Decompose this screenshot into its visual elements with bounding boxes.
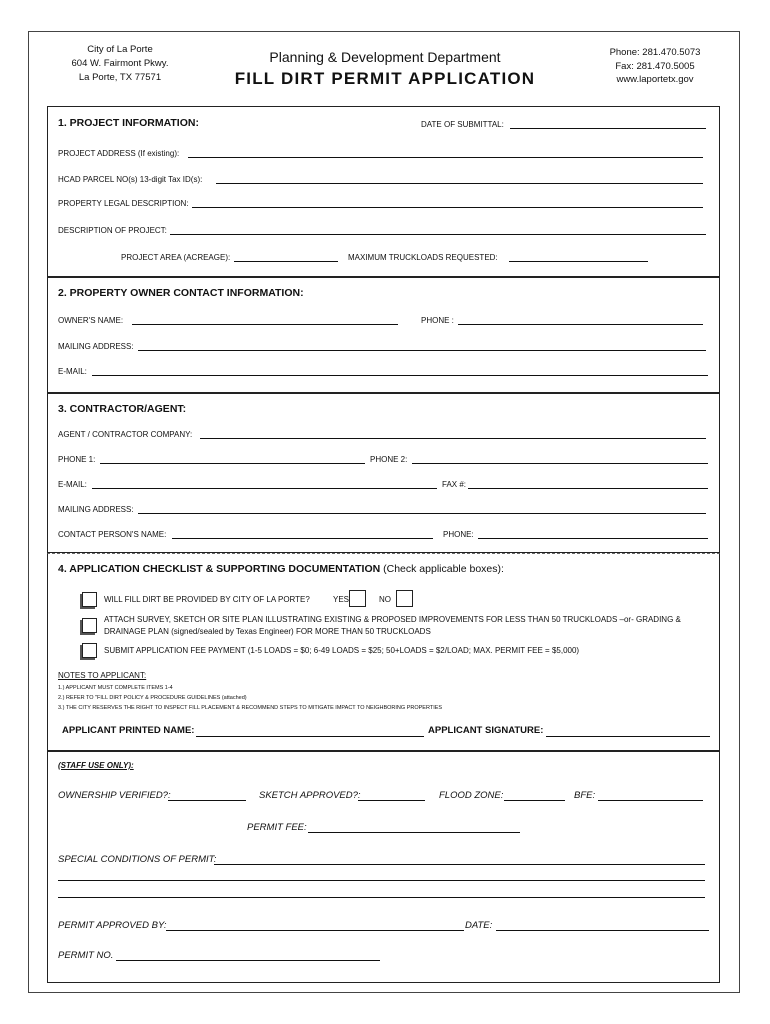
max-truckloads-field[interactable] <box>509 261 648 262</box>
agent-phone2-label: PHONE 2: <box>370 455 408 464</box>
section-property-owner <box>47 277 720 393</box>
note-item: 2.) REFER TO "FILL DIRT POLICY & PROCEDURE GUIDELINES (attached) <box>58 695 247 701</box>
section-project-information <box>47 106 720 277</box>
note-item: 3.) THE CITY RESERVES THE RIGHT TO INSPECT FILL PLACEMENT & RECOMMEND STEPS TO MITIGATE IMPACT TO NEIGHBORING PROPERTIES <box>58 705 443 711</box>
contact-person-label: CONTACT PERSON'S NAME: <box>58 530 167 539</box>
contact-person-field[interactable] <box>172 538 433 539</box>
agent-phone1-label: PHONE 1: <box>58 455 96 464</box>
contact-block <box>590 46 720 87</box>
org-website[interactable]: www.laportetx.gov <box>616 74 694 85</box>
notes-heading: NOTES TO APPLICANT: <box>58 671 147 680</box>
project-address-field[interactable] <box>188 157 703 158</box>
ownership-verified-field[interactable] <box>168 800 246 801</box>
fill-dirt-provided-label: WILL FILL DIRT BE PROVIDED BY CITY OF LA PORTE? <box>104 595 310 604</box>
flood-zone-label: FLOOD ZONE: <box>439 790 504 801</box>
checkbox-fee-payment[interactable] <box>82 643 97 658</box>
section-application-checklist <box>47 553 720 751</box>
agent-fax-field[interactable] <box>468 488 708 489</box>
permit-approved-by-field[interactable] <box>166 930 464 931</box>
flood-zone-field[interactable] <box>504 800 565 801</box>
attach-survey-label-line1: ATTACH SURVEY, SKETCH OR SITE PLAN ILLUSTRATING EXISTING & PROPOSED IMPROVEMENTS FOR LESS THAN 50 TRUCKLOADS –or- GRADING & <box>104 615 681 624</box>
attach-survey-label-line2: DRAINAGE PLAN (signed/sealed by Texas Engineer) FOR MORE THAN 50 TRUCKLOADS <box>104 627 431 636</box>
agent-email-label: E-MAIL: <box>58 480 87 489</box>
applicant-signature-label: APPLICANT SIGNATURE: <box>428 725 544 736</box>
special-conditions-line2[interactable] <box>58 880 705 881</box>
project-area-field[interactable] <box>234 261 338 262</box>
staff-use-title: (STAFF USE ONLY): <box>58 761 134 770</box>
form-title: FILL DIRT PERMIT APPLICATION <box>234 69 536 88</box>
section-staff-use <box>47 751 720 983</box>
legal-description-label: PROPERTY LEGAL DESCRIPTION: <box>58 199 189 208</box>
org-address-block <box>50 43 190 85</box>
department-name: Planning & Development Department <box>269 49 501 65</box>
org-fax: Fax: 281.470.5005 <box>615 60 695 72</box>
note-item: 1.) APPLICANT MUST COMPLETE ITEMS 1-4 <box>58 685 173 691</box>
owner-name-field[interactable] <box>132 324 398 325</box>
agent-company-label: AGENT / CONTRACTOR COMPANY: <box>58 430 193 439</box>
agent-fax-label: FAX #: <box>442 480 467 489</box>
permit-fee-label: PERMIT FEE: <box>247 822 307 833</box>
owner-name-label: OWNER'S NAME: <box>58 316 124 325</box>
owner-email-field[interactable] <box>92 375 708 376</box>
agent-email-field[interactable] <box>92 488 437 489</box>
project-address-label: PROJECT ADDRESS (If existing): <box>58 149 180 158</box>
no-label: NO <box>379 595 391 604</box>
approval-date-label: DATE: <box>465 920 493 931</box>
project-description-field[interactable] <box>170 234 706 235</box>
permit-approved-by-label: PERMIT APPROVED BY: <box>58 920 167 931</box>
approval-date-field[interactable] <box>496 930 709 931</box>
agent-phone2-field[interactable] <box>412 463 708 464</box>
contact-phone-field[interactable] <box>478 538 708 539</box>
agent-mailing-label: MAILING ADDRESS: <box>58 505 134 514</box>
section1-title: 1. PROJECT INFORMATION: <box>58 117 199 129</box>
header-title-block <box>210 48 560 89</box>
fee-payment-label: SUBMIT APPLICATION FEE PAYMENT (1-5 LOADS = $0; 6-49 LOADS = $25; 50+LOADS = $2/LOAD; MAX. PERMIT FEE = $5,000) <box>104 646 580 655</box>
yes-label: YES <box>333 595 350 604</box>
bfe-field[interactable] <box>598 800 703 801</box>
special-conditions-label: SPECIAL CONDITIONS OF PERMIT: <box>58 854 217 865</box>
notes-to-applicant <box>58 671 442 713</box>
permit-no-field[interactable] <box>116 960 380 961</box>
checkbox-attach-survey[interactable] <box>82 618 97 633</box>
section-contractor-agent <box>47 393 720 553</box>
section4-title <box>58 563 504 575</box>
special-conditions-field[interactable] <box>214 864 705 865</box>
checkbox-fill-dirt-provided[interactable] <box>82 592 97 607</box>
hcad-parcel-label: HCAD PARCEL NO(s) 13-digit Tax ID(s): <box>58 175 203 184</box>
date-of-submittal-label: DATE OF SUBMITTAL: <box>421 120 504 129</box>
applicant-signature-field[interactable] <box>546 736 710 737</box>
agent-mailing-field[interactable] <box>138 513 706 514</box>
bfe-label: BFE: <box>574 790 596 801</box>
owner-mailing-field[interactable] <box>138 350 706 351</box>
section4-title-suffix: (Check applicable boxes): <box>380 563 504 575</box>
section4-title-main: 4. APPLICATION CHECKLIST & SUPPORTING DOCUMENTATION <box>58 563 381 575</box>
applicant-printed-name-field[interactable] <box>196 736 424 737</box>
owner-phone-field[interactable] <box>458 324 703 325</box>
permit-fee-field[interactable] <box>308 832 520 833</box>
org-address-line1: 604 W. Fairmont Pkwy. <box>71 58 169 69</box>
owner-phone-label: PHONE : <box>421 316 454 325</box>
org-name: City of La Porte <box>87 44 153 55</box>
date-of-submittal-field[interactable] <box>510 128 706 129</box>
agent-company-field[interactable] <box>200 438 706 439</box>
hcad-parcel-field[interactable] <box>216 183 703 184</box>
applicant-printed-name-label: APPLICANT PRINTED NAME: <box>62 725 195 736</box>
sketch-approved-label: SKETCH APPROVED?: <box>259 790 361 801</box>
org-address-line2: La Porte, TX 77571 <box>78 72 162 83</box>
contact-phone-label: PHONE: <box>443 530 474 539</box>
legal-description-field[interactable] <box>192 207 703 208</box>
checkbox-no[interactable] <box>396 590 413 607</box>
project-description-label: DESCRIPTION OF PROJECT: <box>58 226 167 235</box>
project-area-label: PROJECT AREA (ACREAGE): <box>121 253 231 262</box>
section3-title: 3. CONTRACTOR/AGENT: <box>58 403 187 415</box>
section2-title: 2. PROPERTY OWNER CONTACT INFORMATION: <box>58 287 304 299</box>
max-truckloads-label: MAXIMUM TRUCKLOADS REQUESTED: <box>348 253 498 262</box>
special-conditions-line3[interactable] <box>58 897 705 898</box>
sketch-approved-field[interactable] <box>358 800 425 801</box>
owner-email-label: E-MAIL: <box>58 367 87 376</box>
ownership-verified-label: OWNERSHIP VERIFIED?: <box>58 790 171 801</box>
org-phone: Phone: 281.470.5073 <box>609 47 701 58</box>
agent-phone1-field[interactable] <box>100 463 365 464</box>
permit-no-label: PERMIT NO. <box>58 950 114 961</box>
checkbox-yes[interactable] <box>349 590 366 607</box>
owner-mailing-label: MAILING ADDRESS: <box>58 342 134 351</box>
